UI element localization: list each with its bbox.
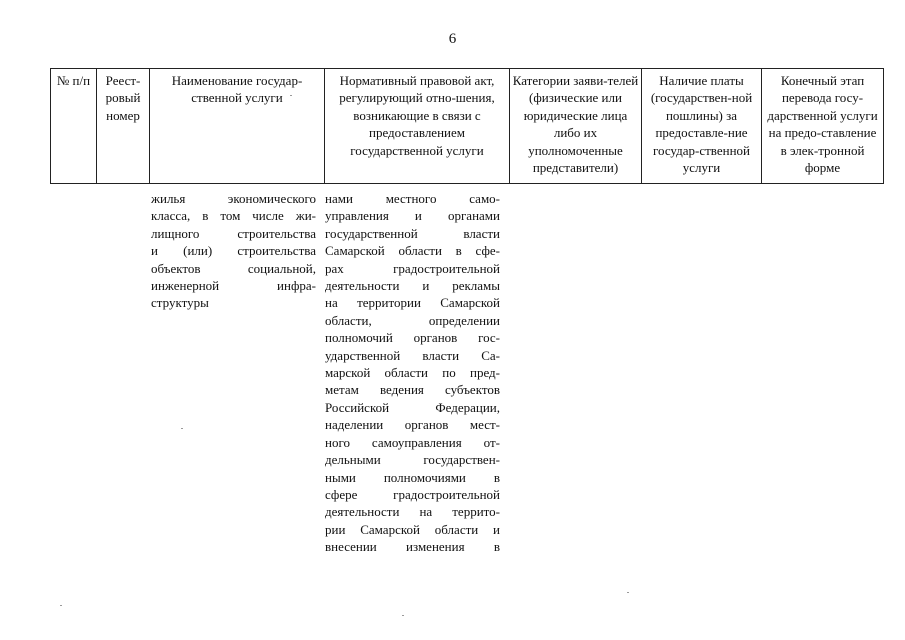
header-col-number: № п/п <box>51 69 97 184</box>
header-col-fee: Наличие платы (государствен-ной пошлины) за предоставле-ние государ-ственной услуги <box>642 69 762 184</box>
text-line: деятельности и рекламы <box>325 278 500 294</box>
header-col-service-name: Наименование государ-ственной услуги <box>150 69 325 184</box>
text-line: рии Самарской области и <box>325 521 500 537</box>
text-line: управления и органами <box>325 208 500 224</box>
scan-speck <box>181 428 183 429</box>
text-line: дельными государствен- <box>325 452 500 468</box>
page-number: 6 <box>448 31 457 47</box>
service-name-cell <box>151 190 316 312</box>
text-line: марской области по пред- <box>325 365 500 381</box>
text-line: области, определении <box>325 312 500 328</box>
text-line: рах градостроительной <box>325 260 500 276</box>
text-line: лищного строительства <box>151 225 316 241</box>
scan-speck <box>290 95 292 96</box>
legal-act-cell <box>325 190 500 556</box>
text-line: и (или) строительства <box>151 243 316 259</box>
text-line: полномочий органов гос- <box>325 330 500 346</box>
header-col-electronic-stage: Конечный этап перевода госу-дарственной услуги на предо-ставление в элек-тронной форме <box>762 69 884 184</box>
header-col-legal-act: Нормативный правовой акт, регулирующий отно-шения, возникающие в связи с предоставлением государственной услуги <box>325 69 510 184</box>
text-line: ударственной власти Са- <box>325 347 500 363</box>
text-line: инженерной инфра- <box>151 278 316 294</box>
text-line: наделении органов мест- <box>325 417 500 433</box>
text-line: класса, в том числе жи- <box>151 208 316 224</box>
text-line: на территории Самарской <box>325 295 500 311</box>
text-line: ными полномочиями в <box>325 469 500 485</box>
services-table-header <box>50 68 884 184</box>
text-line: жилья экономического <box>151 191 316 206</box>
text-line: ного самоуправления от- <box>325 434 500 450</box>
text-line: Самарской области в сфе- <box>325 243 500 259</box>
text-line: метам ведения субъектов <box>325 382 500 398</box>
text-line: нами местного само- <box>325 191 500 206</box>
text-line: Российской Федерации, <box>325 399 500 415</box>
text-line: деятельности на террито- <box>325 504 500 520</box>
scan-speck <box>402 615 404 616</box>
scan-speck <box>627 592 629 593</box>
header-col-applicant-categories: Категории заяви-телей (физические или юридические лица либо их уполномоченные представители) <box>510 69 642 184</box>
header-row <box>51 69 884 184</box>
scan-speck <box>60 605 62 606</box>
text-line: государственной власти <box>325 225 500 241</box>
header-col-registry-number: Реест-ровый номер <box>97 69 150 184</box>
text-line: структуры <box>151 295 209 311</box>
text-line: сфере градостроительной <box>325 486 500 502</box>
text-line: объектов социальной, <box>151 260 316 276</box>
text-line: внесении изменения в <box>325 539 500 555</box>
